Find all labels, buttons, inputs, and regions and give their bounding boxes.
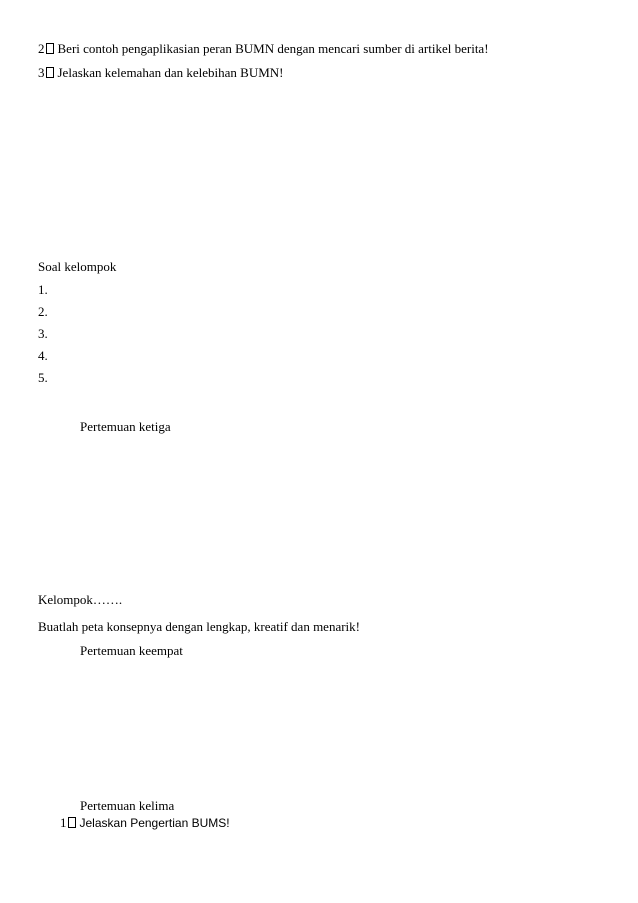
question-3 [38, 65, 283, 81]
group-question-item: 3. [38, 326, 48, 341]
question-number: 3 [38, 65, 45, 80]
question-text: Jelaskan Pengertian BUMS! [79, 816, 230, 830]
question-text: Jelaskan kelemahan dan kelebihan BUMN! [57, 65, 284, 80]
missing-glyph-icon [68, 817, 76, 828]
question-2 [38, 41, 489, 57]
question-number: 1 [60, 815, 67, 830]
missing-glyph-icon [46, 67, 54, 78]
question-number: 2 [38, 41, 45, 56]
group-label: Kelompok……. [38, 592, 123, 607]
group-task-instruction: Buatlah peta konsepnya dengan lengkap, kreatif dan menarik! [38, 619, 360, 634]
missing-glyph-icon [46, 43, 54, 54]
group-question-item: 5. [38, 370, 48, 385]
group-question-item: 2. [38, 304, 48, 319]
meeting-three-heading: Pertemuan ketiga [80, 419, 171, 434]
group-questions-title: Soal kelompok [38, 259, 117, 274]
group-question-item: 4. [38, 348, 48, 363]
question-text: Beri contoh pengaplikasian peran BUMN dengan mencari sumber di artikel berita! [57, 41, 489, 56]
meeting-four-heading: Pertemuan keempat [80, 643, 183, 658]
group-question-item: 1. [38, 282, 48, 297]
meeting-five-heading: Pertemuan kelima [80, 798, 175, 813]
meeting-five-question [60, 815, 230, 831]
